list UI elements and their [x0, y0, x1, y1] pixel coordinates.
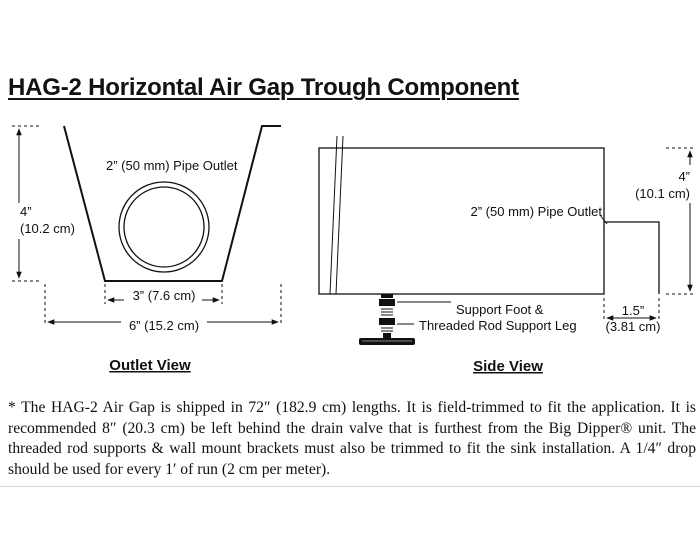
side-trough-body [319, 148, 604, 294]
support-label-line1: Support Foot & [456, 302, 544, 317]
side-height-in: 4” [678, 169, 690, 184]
outlet-height-in: 4” [20, 204, 32, 219]
outlet-pipe-label: 2” (50 mm) Pipe Outlet [106, 158, 238, 173]
page-title: HAG-2 Horizontal Air Gap Trough Component [8, 74, 519, 101]
side-offset-in: 1.5” [621, 303, 645, 318]
side-offset-cm: (3.81 cm) [605, 319, 661, 334]
outlet-top-width: 6” (15.2 cm) [128, 318, 200, 333]
side-pipe-outlet [604, 222, 659, 294]
support-label-line2: Threaded Rod Support Leg [419, 318, 577, 333]
divider [0, 486, 700, 487]
side-pipe-label: 2” (50 mm) Pipe Outlet [470, 204, 602, 219]
outlet-view [12, 126, 281, 374]
outlet-view-caption: Outlet View [109, 357, 191, 374]
trough-profile [64, 126, 281, 281]
installation-note: * The HAG-2 Air Gap is shipped in 72″ (182.9 cm) lengths. It is field-trimmed to fit the application. It is recommended 8″ (20.3 cm) be left behind the drain valve that is furthest from the Big Dipper® unit. The threaded rod supports & wall mount brackets must also be trimmed to fit the sink installation. A 1/4″ drop should be used for every 1′ of run (2 cm per meter). [8, 399, 696, 478]
outlet-height-cm: (10.2 cm) [20, 221, 75, 236]
side-view-caption: Side View [473, 358, 543, 375]
outlet-bottom-width: 3” (7.6 cm) [132, 288, 196, 303]
side-view [319, 136, 694, 375]
side-break-line-1 [330, 136, 337, 294]
pipe-outlet-inner [124, 187, 204, 267]
side-break-line-2 [336, 136, 343, 294]
side-height-cm: (10.1 cm) [635, 186, 690, 201]
pipe-outlet-outer [119, 182, 209, 272]
